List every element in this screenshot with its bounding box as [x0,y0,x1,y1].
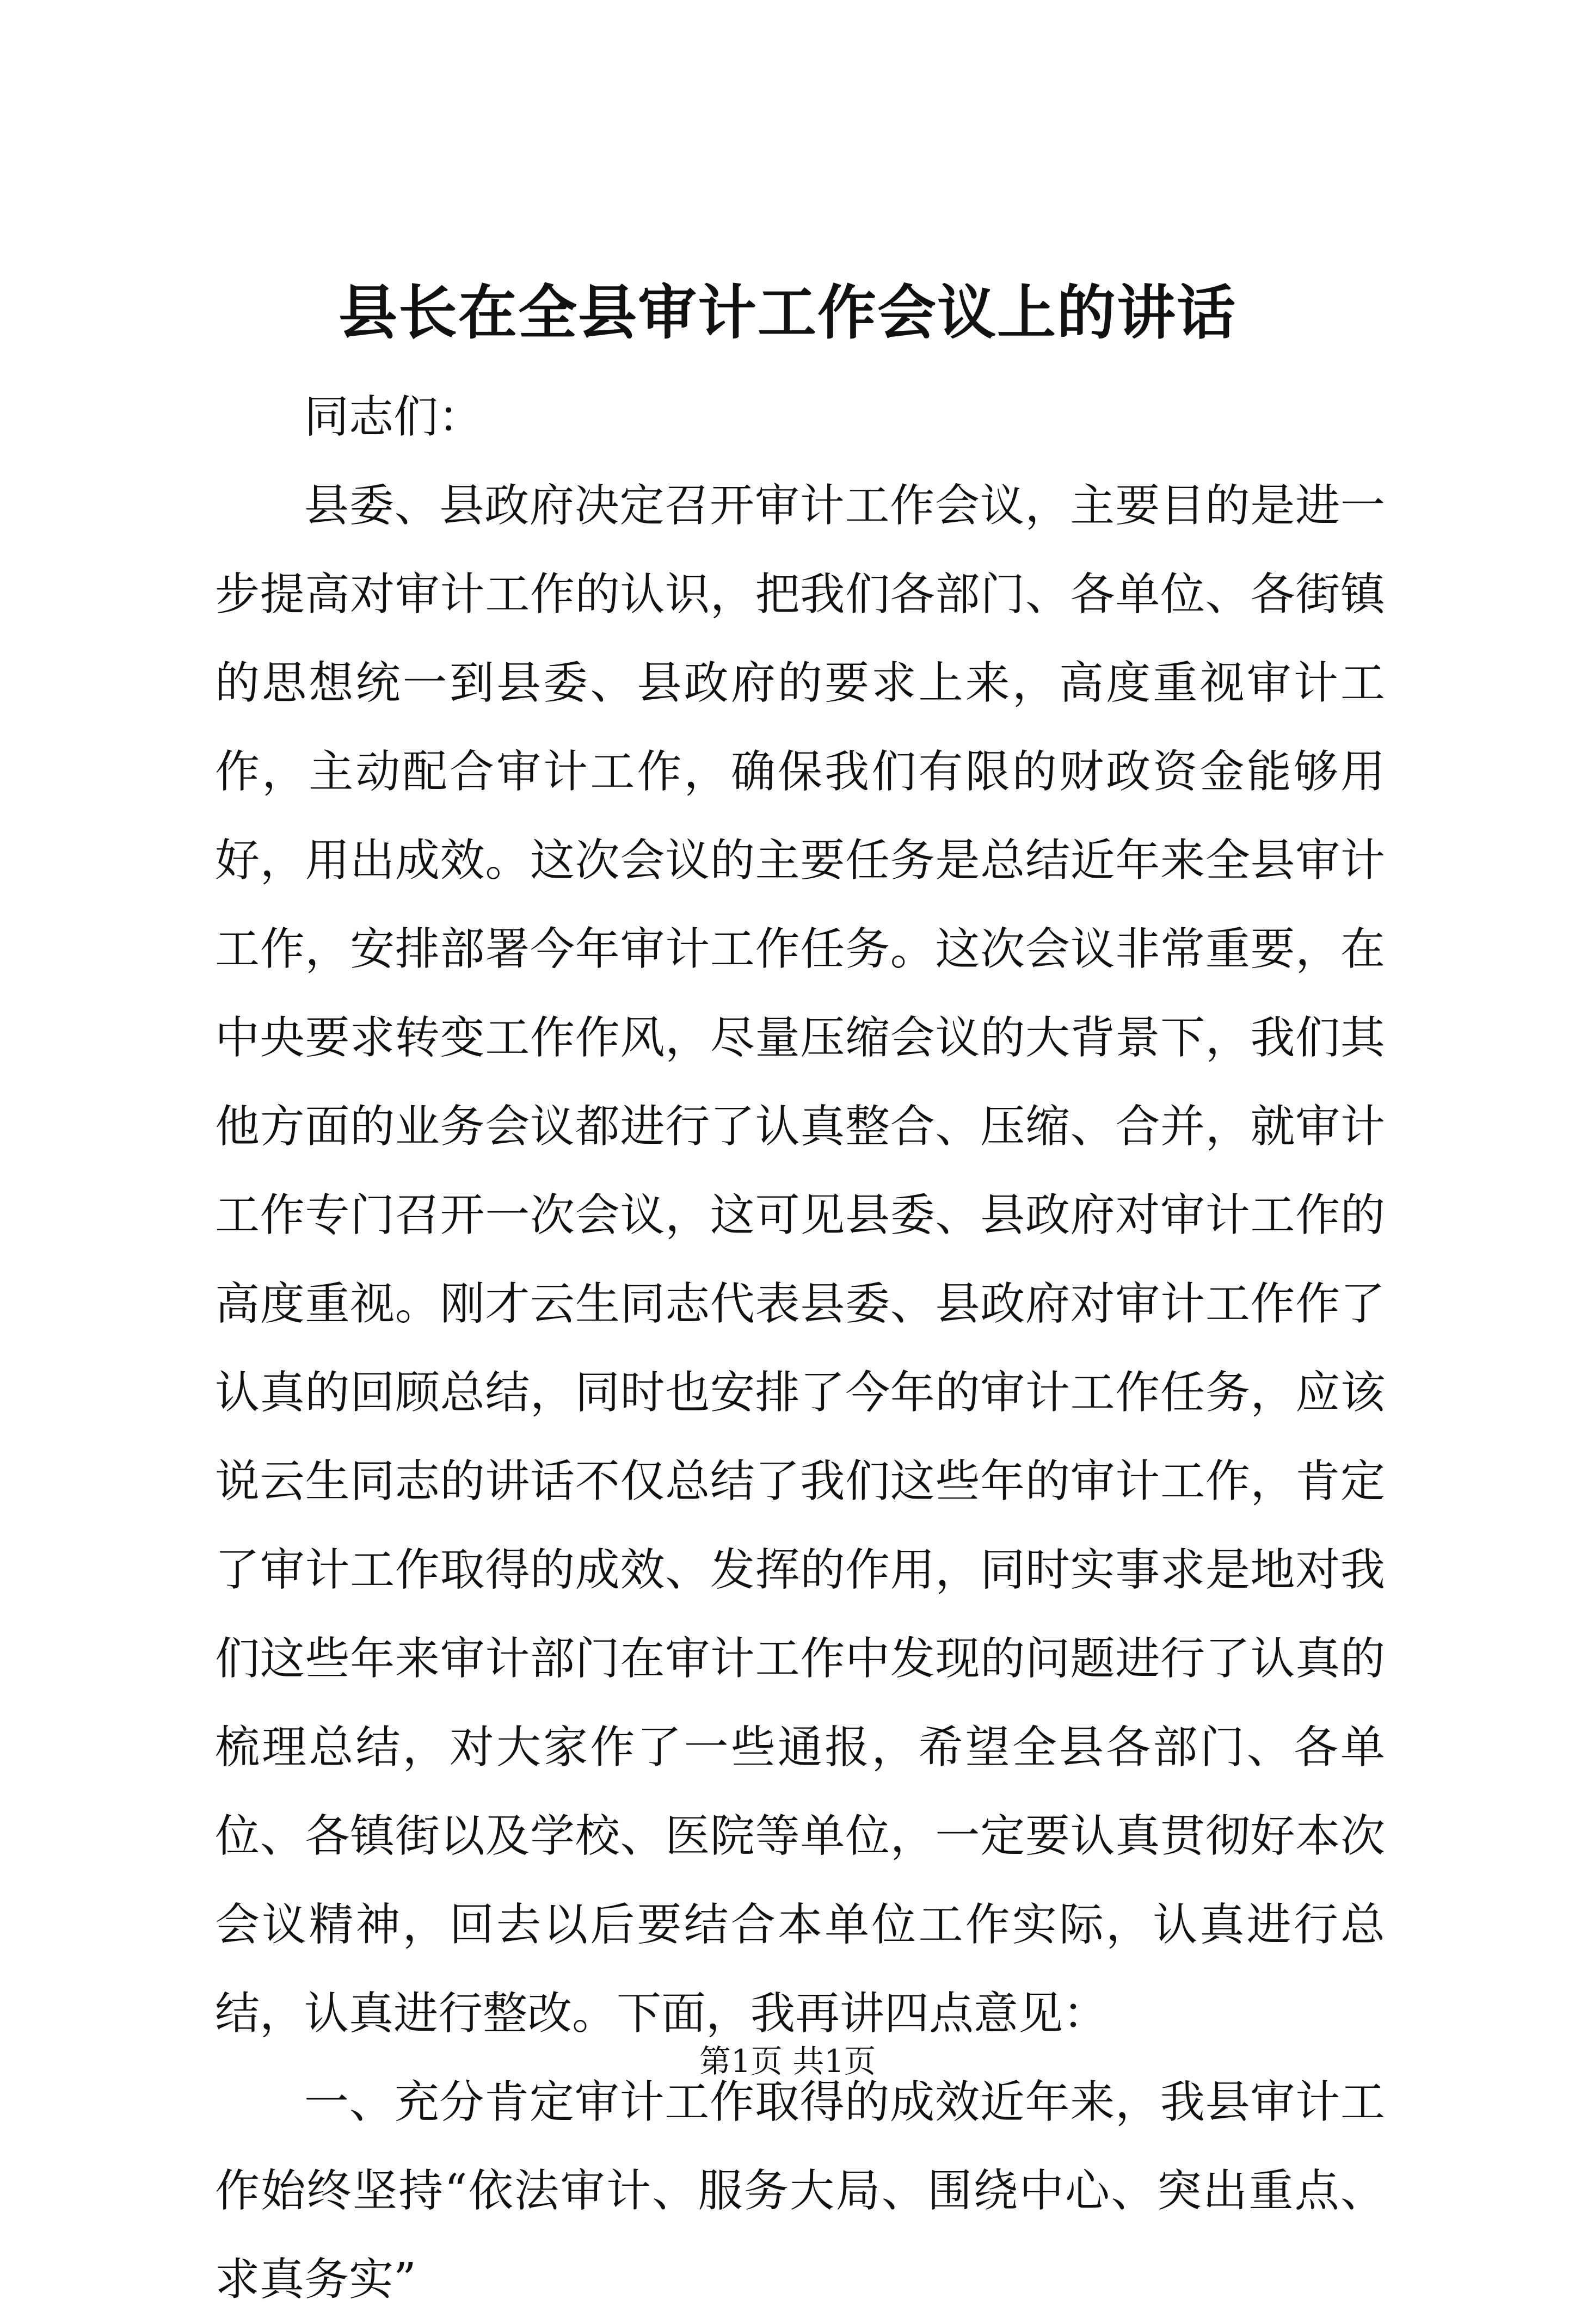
salutation: 同志们： [304,391,483,443]
paragraph-section-one: 一、充分肯定审计工作取得的成效近年来，我县审计工作始终坚持“依法审计、服务大局、围绕中心、突出重点、求真务实” [215,2076,1385,2305]
document-body [215,373,1385,2324]
document-title: 县长在全县审计工作会议上的讲话 [338,279,1236,347]
paragraph-intro: 县委、县政府决定召开审计工作会议，主要目的是进一步提高对审计工作的认识，把我们各部门、各单位、各街镇的思想统一到县委、县政府的要求上来，高度重视审计工作，主动配合审计工作，确保我们有限的财政资金能够用好，用出成效。这次会议的主要任务是总结近年来全县审计工作，安排部署今年审计工作任务。这次会议非常重要，在中央要求转变工作作风，尽量压缩会议的大背景下，我们其他方面的业务会议都进行了认真整合、压缩、合并，就审计工作专门召开一次会议，这可见县委、县政府对审计工作的高度重视。刚才云生同志代表县委、县政府对审计工作作了认真的回顾总结，同时也安排了今年的审计工作任务，应该说云生同志的讲话不仅总结了我们这些年的审计工作，肯定了审计工作取得的成效、发挥的作用，同时实事求是地对我们这些年来审计部门在审计工作中发现的问题进行了认真的梳理总结，对大家作了一些通报，希望全县各部门、各单位、各镇街以及学校、医院等单位，一定要认真贯彻好本次会议精神，回去以后要结合本单位工作实际，认真进行总结，认真进行整改。下面，我再讲四点意见： [215,480,1385,2039]
page-footer: 第1页 共1页 [699,2043,876,2080]
